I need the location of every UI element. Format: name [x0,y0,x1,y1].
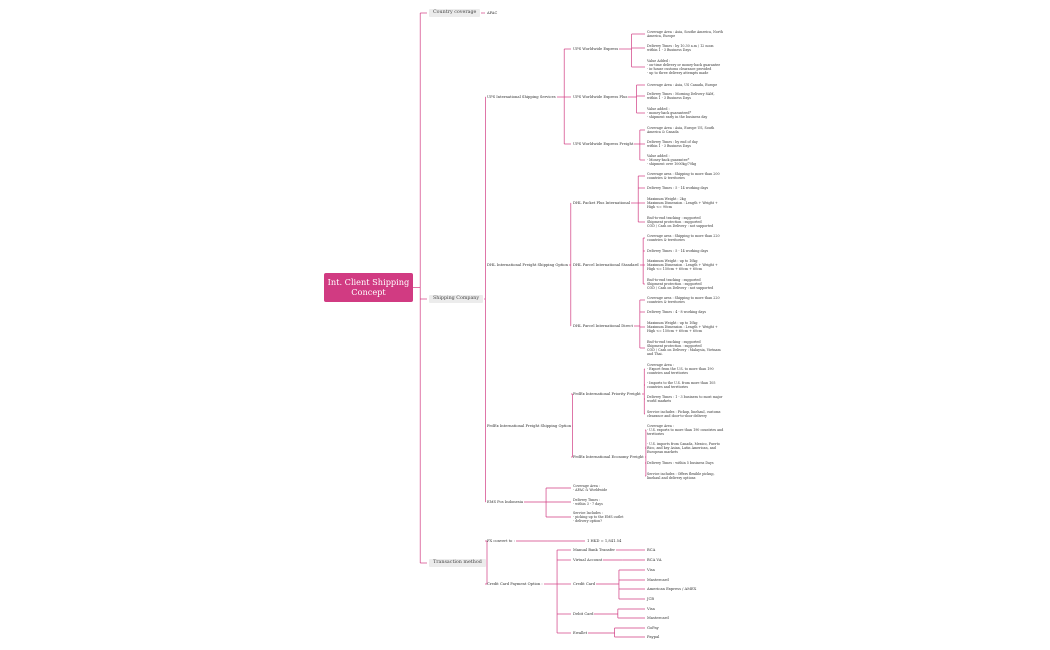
topic-line: - within 3 - 7 days [573,501,603,506]
topic-label: BCA [647,547,656,552]
topic-ups2c[interactable] [647,107,707,120]
topic-fedex2[interactable] [573,455,644,460]
topic-emsc[interactable] [573,511,623,524]
topic-line: Service includes : Pickup, linehaul, customs [647,409,721,414]
topic-dhl2b[interactable] [647,249,708,253]
topic-label: Credit Card [573,581,596,586]
topic-line: Coverage Area : [647,362,675,367]
topic-ups3a[interactable] [647,126,714,135]
topic-line: - shipment early in the business day [647,115,708,120]
topic-line: Maximum Dimension : Length + Weight + [647,200,718,205]
topic-line: End-to-end tracking : supported [647,277,701,282]
topic-line: Coverage Area : [573,483,601,488]
topic-line: Shipment protection : supported [647,219,702,224]
topic-label: UPS Worldwide Express Freight [573,141,634,146]
topic-line: Value Added : [647,58,671,63]
topic-label: UPS Worldwide Express [573,46,619,51]
topic-line: - Imports to the U.S. from more than 105 [647,380,716,385]
topic-dhl1[interactable] [573,201,630,206]
topic-line: - picking up to the EMS outlet [573,514,624,519]
topic-fedex2d[interactable] [647,472,715,481]
topic-ups3b[interactable] [647,140,698,149]
topic-line: Delivery Times : by end of day [647,139,698,144]
topic-line: within 1 - 3 Business Days [647,47,691,52]
topic-line: Rico, and key Asian, Latin American, and [647,445,716,450]
topic-line: Coverage Area : [647,423,675,428]
topic-line: - on-time delivery or money-back guarantee [647,62,721,67]
topic-dhl3[interactable] [573,324,633,329]
topic-line: countries and territories [647,384,689,389]
topic-label: BCA VA [647,557,662,562]
topic-fedex2c[interactable] [647,461,714,465]
topic-line: Coverage area : Shipping to more than 200 [647,171,720,176]
topic-label: Country coverage [433,10,477,15]
topic-label: FX convert to : [487,538,515,543]
topic-label: 1 HKD = 1,841.54 [587,538,622,543]
topic-fedex[interactable] [487,424,571,429]
topic-ups1a[interactable] [647,30,723,39]
topic-dhl3a[interactable] [647,296,720,305]
main-topic-trans[interactable] [429,559,486,567]
topic-line: America & Canada [647,129,679,134]
topic-ups2b[interactable] [647,92,715,101]
topic-label: DHL Packet Plus International [573,200,631,205]
topic-line: within 1 - 3 Business Days [647,143,691,148]
topic-line: world markets [647,398,672,403]
topic-cc2[interactable] [573,558,602,563]
topic-line: Delivery Times : 4 - 8 working days [647,310,707,314]
topic-label: EMS Pos Indonesia [487,499,524,504]
topic-fedex1c[interactable] [647,395,722,404]
topic-line: COD / Cash on Delivery : Malaysia, Vietnam [647,348,721,353]
topic-line: America, Europe [647,33,676,38]
topic-line: countries & territories [647,175,685,180]
topic-line: Shipment protection : supported [647,343,702,348]
topic-label: GoPay [647,625,659,630]
topic-ups3[interactable] [573,142,633,147]
topic-line: Coverage Area : Asia, Southe America, North [647,29,723,34]
topic-line: - up to three delivery attempts made [647,71,709,76]
topic-dhl2[interactable] [573,263,639,268]
topic-cc5b[interactable] [647,635,659,640]
topic-line: - money-back guaranteed* [647,110,692,115]
topic-dhl1d[interactable] [647,216,713,229]
topic-label: Virtual Account [573,557,603,562]
topic-fx[interactable] [487,539,515,544]
topic-label: UPS Worldwide Express Plus [573,94,628,99]
topic-label: FedEx International Economy Freight [573,454,644,459]
topic-label: FedEx International Priority Freight [573,391,641,396]
topic-line: territories [647,432,665,437]
topic-line: Coverage area : Shipping to more than 220 [647,233,720,238]
topic-ems[interactable] [487,500,523,505]
topic-fedex2b[interactable] [647,442,720,455]
topic-cc4[interactable] [573,612,593,617]
topic-label: Mastercard [647,577,669,582]
topic-line: Coverage area : Shipping to more than 220 [647,295,720,300]
topic-line: European markets [647,450,678,455]
topic-ups1c[interactable] [647,59,720,76]
topic-line: High <= 150cm + 60cm + 60cm [647,329,703,334]
topic-label: Shipping Company [433,296,480,301]
topic-fedex1a[interactable] [647,363,714,376]
topic-dhl3b[interactable] [647,310,706,314]
root-topic[interactable] [324,273,413,302]
topic-ups1b[interactable] [647,44,714,53]
topic-line: - Export from the U.S. to more than 190 [647,366,714,371]
topic-label: Credit Card Payment Option : [487,581,543,586]
topic-label: Visa [647,606,655,611]
topic-ups3c[interactable] [647,154,696,167]
topic-line: Value added : [647,106,670,111]
topic-cc1a[interactable] [647,548,655,553]
root-topic-label: Int. Client Shipping Concept [327,276,410,297]
topic-line: - shipment over 1000kg/70kg [647,162,697,167]
topic-line: Delivery Times : Morning Delivery 8AM, [647,91,715,96]
topic-dhl1c[interactable] [647,197,718,210]
topic-line: linehaul and delivery options [647,475,696,480]
main-topic-shipco[interactable] [429,295,483,303]
topic-fedex2a[interactable] [647,424,723,437]
topic-line: - U.S. exports to more than 190 countries and [647,427,724,432]
topic-label: Manual Bank Transfer [573,547,615,552]
topic-line: clearance and door-to-door delivery [647,413,707,418]
topic-cc3a[interactable] [647,568,655,573]
topic-cc2a[interactable] [647,558,662,563]
topic-line: Delivery Times : [573,497,601,502]
topic-cc3c[interactable] [647,587,696,592]
topic-line: - in-house customs clearance provided [647,67,712,72]
topic-label: Visa [647,567,655,572]
topic-label: JCB [647,596,655,601]
topic-line: Shipment protection : supported [647,281,702,286]
topic-label: DHL Parcel International Direct [573,323,633,328]
topic-fedex1d[interactable] [647,410,721,419]
topic-line: Coverage Area : Asia, Europe US, South [647,125,715,130]
topic-line: COD / Cash on Delivery : not supported [647,286,714,291]
topic-label: American Express / AMEX [647,586,697,591]
topic-dhl1b[interactable] [647,186,708,190]
topic-label: Debit Card [573,611,594,616]
topic-dhl3c[interactable] [647,321,718,334]
topic-label: Ewallet [573,630,588,635]
topic-cc[interactable] [487,582,543,587]
topic-apac[interactable] [487,11,497,16]
topic-label: Mastercard [647,615,669,620]
topic-line: High <= 150cm + 60cm + 60cm [647,267,703,272]
topic-line: Service Includes : [573,510,603,515]
topic-ups[interactable] [487,95,556,100]
topic-label: DHL International Freight Shipping Option [487,262,569,267]
topic-line: and Thai. [647,352,663,357]
topic-line: - Money-back guarantee* [647,157,690,162]
topic-emsa[interactable] [573,484,607,493]
topic-fedex1b[interactable] [647,381,715,390]
topic-line: countries and territories [647,371,689,376]
topic-line: - delivery option? [573,519,602,524]
topic-line: End-to-end tracking : supported [647,339,701,344]
topic-line: Maximum Weight : up to 10kg [647,320,698,325]
topic-label: Transaction method [433,560,482,565]
topic-fxa[interactable] [587,539,621,544]
topic-line: Delivery Times : 5 - 14 working days [647,186,709,190]
main-topic-country[interactable] [429,9,480,17]
topic-dhl1a[interactable] [647,172,720,181]
topic-ups2[interactable] [573,95,627,100]
topic-label: APAC [487,10,498,15]
topic-line: Delivery Times : 5 - 14 working days [647,249,709,253]
topic-cc1[interactable] [573,548,615,553]
topic-label: UPS International Shipping Services [487,94,556,99]
topic-line: Maximum Weight : 2kg [647,196,686,201]
topic-line: End-to-end tracking : supported [647,215,701,220]
topic-dhl2c[interactable] [647,259,718,272]
topic-line: - U.S. imports from Canada, Mexico, Puerto [647,441,720,446]
topic-label: FedEx International Freight Shipping Option [487,423,572,428]
topic-dhl3d[interactable] [647,340,721,357]
topic-line: High <= 90cm [647,205,672,210]
topic-line: Service includes : Offers flexible pickup, [647,471,715,476]
topic-label: Paypal [647,634,660,639]
topic-label: DHL Parcel International Standard [573,262,639,267]
topic-cc4b[interactable] [647,616,669,621]
topic-cc3b[interactable] [647,578,669,583]
topic-line: countries & territories [647,237,685,242]
topic-dhl2a[interactable] [647,234,720,243]
topic-cc5a[interactable] [647,626,659,631]
topic-line: countries & territories [647,299,685,304]
topic-cc5[interactable] [573,631,587,636]
topic-cc4a[interactable] [647,607,655,612]
topic-emsb[interactable] [573,498,603,507]
topic-line: within 1 - 3 Business Days [647,95,691,100]
topic-line: Delivery Times : within 5 business Days [647,461,714,465]
topic-line: Coverage Area : Asia, US Canada, Europe [647,83,718,87]
topic-ups2a[interactable] [647,83,717,87]
topic-line: Value added : [647,153,670,158]
topic-line: Maximum Weight : up to 10kg [647,258,698,263]
topic-line: Maximum Dimension : Length + Weight + [647,324,718,329]
topic-line: COD / Cash on Delivery : not supported [647,224,714,229]
topic-line: Delivery Times : by 10.30 a.m / 12 noon [647,43,714,48]
topic-cc3[interactable] [573,582,595,587]
topic-line: Delivery Times : 1 - 3 business to most major [647,394,723,399]
topic-ups1[interactable] [573,47,618,52]
topic-dhl[interactable] [487,263,568,268]
topic-line: Maximum Dimension : Length + Weight + [647,262,718,267]
topic-fedex1[interactable] [573,392,641,397]
topic-line: - APAC & Worldwide [573,487,608,492]
topic-dhl2d[interactable] [647,278,713,291]
topic-cc3d[interactable] [647,597,654,602]
